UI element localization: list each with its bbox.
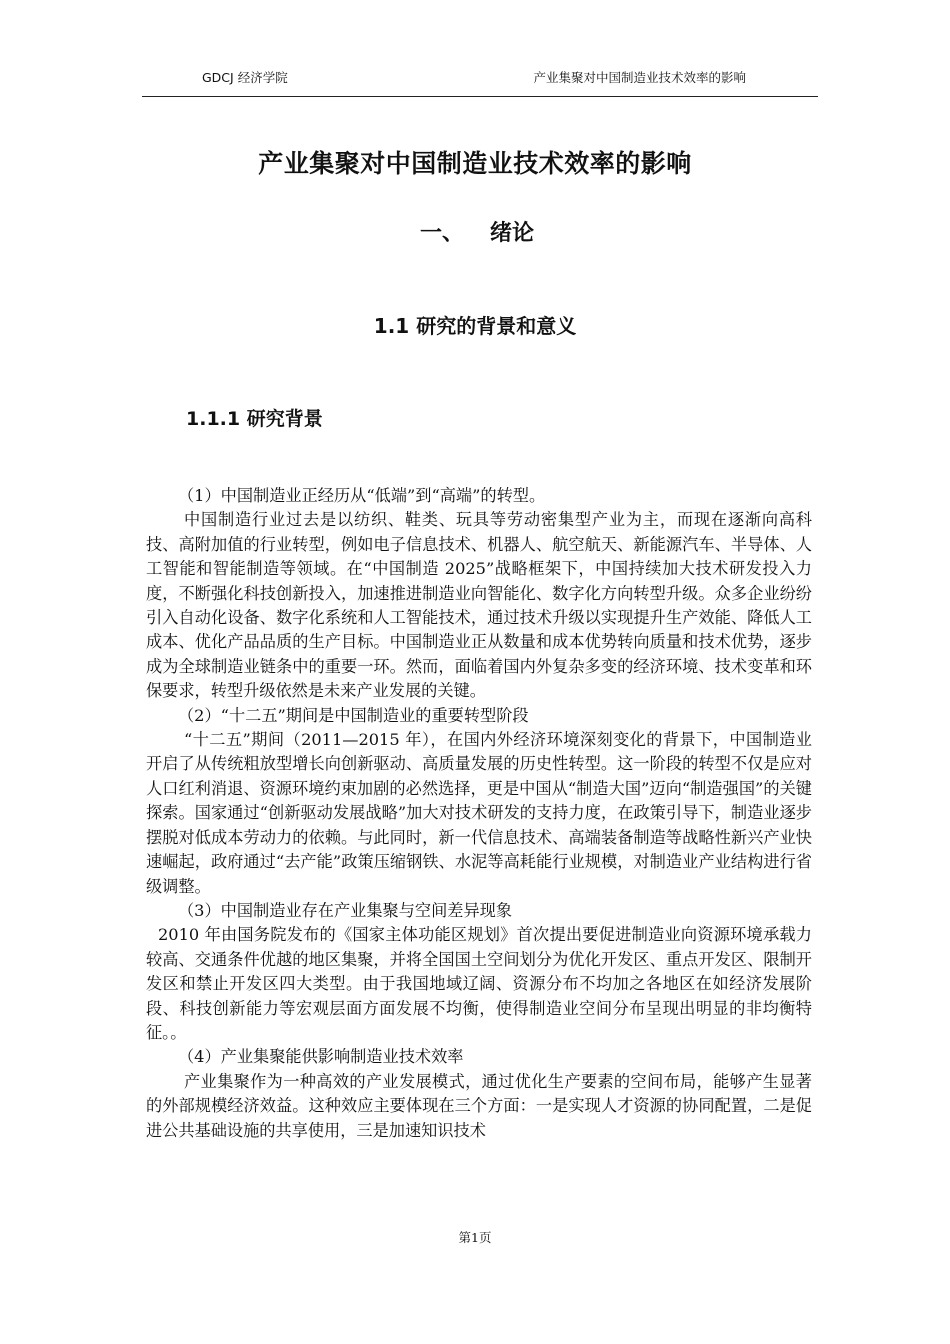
paragraph-2: “十二五”期间（2011—2015 年），在国内外经济环境深刻变化的背景下，中国制造业开启了从传统粗放型增长向创新驱动、高质量发展的历史性转型。这一阶段的转型不仅是应对人口红利消退、资源环境约束加剧的必然选择，更是中国从“制造大国”迈向“制造强国”的关键探索。国家通过“创新驱动发展战略”加大对技术研发的支持力度，在政策引导下，制造业逐步摆脱对低成本劳动力的依赖。与此同时，新一代信息技术、高端装备制造等战略性新兴产业快速崛起，政府通过“去产能”政策压缩钢铁、水泥等高耗能行业规模，对制造业产业结构进行省级调整。: [146, 730, 812, 896]
paragraph-heading-1: （1）中国制造业正经历从“低端”到“高端”的转型。: [178, 486, 546, 505]
subsection-heading: 1.1.1 研究背景: [186, 408, 323, 430]
paragraph-heading-2: （2）“十二五”期间是中国制造业的重要转型阶段: [178, 705, 529, 725]
paragraph-heading-3: （3）中国制造业存在产业集聚与空间差异现象: [178, 900, 513, 920]
paragraph-3: 2010 年由国务院发布的《国家主体功能区规划》首次提出要促进制造业向资源环境承载力较高、交通条件优越的地区集聚，并将全国国土空间划分为优化开发区、重点开发区、限制开发区和禁止开发区四大类型。由于我国地域辽阔、资源分布不均加之各地区在如经济发展阶段、科技创新能力等宏观层面方面发展不均衡，使得制造业空间分布呈现出明显的非均衡特征。。: [146, 925, 812, 1042]
paragraph-4: 产业集聚作为一种高效的产业发展模式，通过优化生产要素的空间布局，能够产生显著的外部规模经济效益。这种效应主要体现在三个方面：一是实现人才资源的协同配置，二是促进公共基础设施的共享使用，三是加速知识技术: [146, 1071, 812, 1140]
page-number: 第1页: [458, 1230, 492, 1245]
chapter-heading: [420, 216, 534, 247]
header-institution: GDCJ 经济学院: [202, 70, 288, 85]
body-text: [146, 484, 812, 1143]
page-header: [142, 64, 818, 97]
section-heading: 1.1 研究的背景和意义: [373, 314, 577, 338]
document-title: 产业集聚对中国制造业技术效率的影响: [258, 149, 692, 178]
chapter-title: 绪论: [490, 221, 535, 246]
paragraph-1: 中国制造行业过去是以纺织、鞋类、玩具等劳动密集型产业为主，而现在逐渐向高科技、高附加值的行业转型，例如电子信息技术、机器人、航空航天、新能源汽车、半导体、人工智能和智能制造等领域。在“中国制造 2025”战略框架下，中国持续加大技术研发投入力度，不断强化科技创新投入，加速推进制造业向智能化、数字化方向转型升级。众多企业纷纷引入自动化设备、数字化系统和人工智能技术，通过技术升级以实现提升生产效能、降低人工成本、优化产品品质的生产目标。中国制造业正从数量和成本优势转向质量和技术优势，逐步成为全球制造业链条中的重要一环。然而，面临着国内外复杂多变的经济环境、技术变革和环保要求，转型升级依然是未来产业发展的关键。: [146, 510, 812, 701]
header-running-title: 产业集聚对中国制造业技术效率的影响: [533, 70, 746, 85]
paragraph-heading-4: （4）产业集聚能供影响制造业技术效率: [178, 1047, 464, 1067]
chapter-number: 一、: [420, 221, 465, 246]
